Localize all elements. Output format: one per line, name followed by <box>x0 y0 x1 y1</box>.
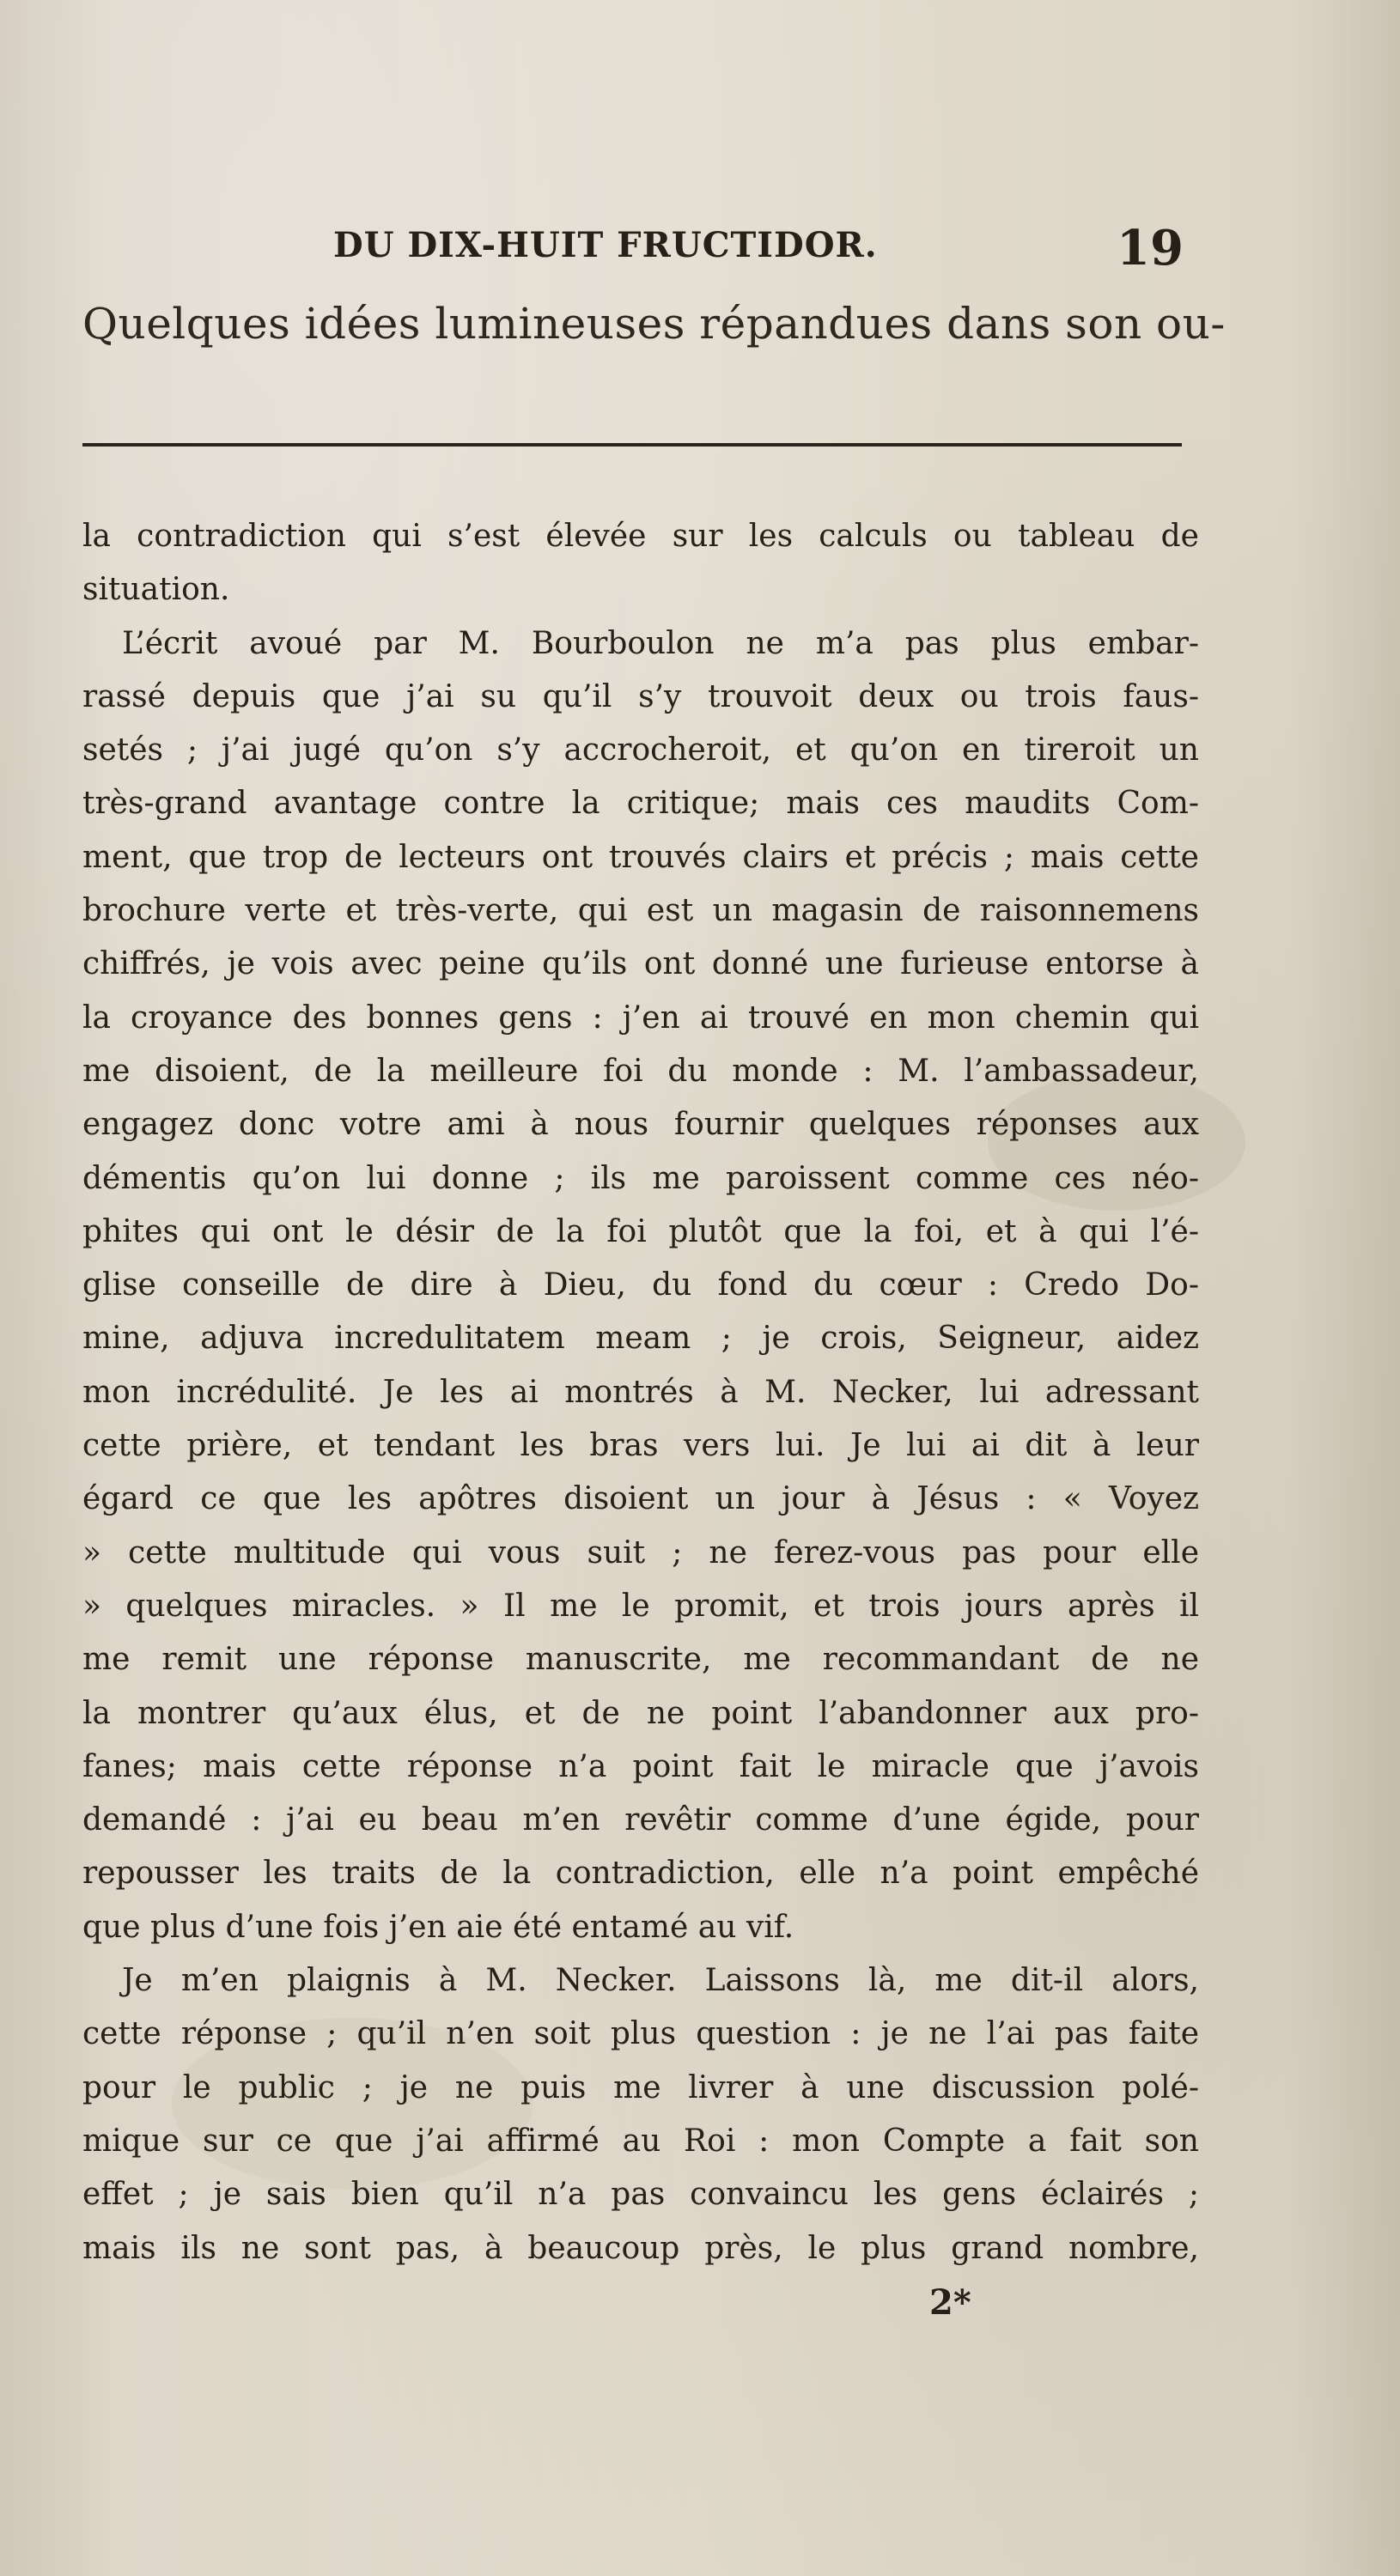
text-line: mique sur ce que j’ai affirmé au Roi : mon Compte a fait son <box>82 2123 1199 2159</box>
text-line: L’écrit avoué par M. Bourboulon ne m’a pas plus embar- <box>122 625 1199 661</box>
text-line: mais ils ne sont pas, à beaucoup près, le plus grand nombre, <box>82 2230 1199 2266</box>
text-line: engagez donc votre ami à nous fournir quelques réponses aux <box>82 1107 1199 1143</box>
text-line: demandé : j’ai eu beau m’en revêtir comme d’une égide, pour <box>82 1802 1199 1838</box>
text-line: fanes; mais cette réponse n’a point fait le miracle que j’avois <box>82 1748 1199 1784</box>
text-line: la montrer qu’aux élus, et de ne point l’abandonner aux pro- <box>82 1695 1199 1731</box>
text-line: égard ce que les apôtres disoient un jour à Jésus : « Voyez <box>82 1481 1199 1517</box>
page-number: 19 <box>1117 220 1184 276</box>
signature-mark: 2* <box>929 2282 971 2323</box>
text-line: me remit une réponse manuscrite, me recommandant de ne <box>82 1642 1199 1678</box>
carryover-line: Quelques idées lumineuses répandues dans son ou- <box>82 299 1226 349</box>
text-line: démentis qu’on lui donne ; ils me paroissent comme ces néo- <box>82 1160 1199 1196</box>
body-text <box>82 510 1199 2275</box>
text-line: me disoient, de la meilleure foi du monde : M. l’ambassadeur, <box>82 1053 1199 1089</box>
text-line: très-grand avantage contre la critique; mais ces maudits Com- <box>82 786 1199 822</box>
text-line: ment, que trop de lecteurs ont trouvés clairs et précis ; mais cette <box>82 839 1199 875</box>
text-line: effet ; je sais bien qu’il n’a pas convaincu les gens éclairés ; <box>82 2177 1199 2213</box>
text-line: phites qui ont le désir de la foi plutôt que la foi, et à qui l’é- <box>82 1213 1199 1249</box>
text-line: cette réponse ; qu’il n’en soit plus question : je ne l’ai pas faite <box>82 2016 1199 2052</box>
text-line: Je m’en plaignis à M. Necker. Laissons là, me dit-il alors, <box>122 1963 1199 1999</box>
text-line: repousser les traits de la contradiction, elle n’a point empêché <box>82 1856 1199 1892</box>
text-line: » cette multitude qui vous suit ; ne ferez-vous pas pour elle <box>82 1534 1199 1571</box>
running-head <box>0 220 1400 285</box>
text-line: mine, adjuva incredulitatem meam ; je crois, Seigneur, aidez <box>82 1321 1199 1357</box>
text-line: brochure verte et très-verte, qui est un magasin de raisonnemens <box>82 893 1199 929</box>
running-title: DU DIX-HUIT FRUCTIDOR. <box>333 225 878 265</box>
text-line: rassé depuis que j’ai su qu’il s’y trouvoit deux ou trois faus- <box>82 678 1199 714</box>
text-line: cette prière, et tendant les bras vers lui. Je lui ai dit à leur <box>82 1428 1199 1464</box>
text-line: glise conseille de dire à Dieu, du fond du cœur : Credo Do- <box>82 1267 1199 1303</box>
text-line: pour le public ; je ne puis me livrer à une discussion polé- <box>82 2069 1199 2105</box>
text-line: que plus d’une fois j’en aie été entamé au vif. <box>82 1909 794 1945</box>
horizontal-rule <box>82 443 1182 447</box>
text-line: chiffrés, je vois avec peine qu’ils ont donné une furieuse entorse à <box>82 946 1199 982</box>
text-line: situation. <box>82 572 230 608</box>
text-line: la contradiction qui s’est élevée sur les calculs ou tableau de <box>82 519 1199 554</box>
text-line: setés ; j’ai jugé qu’on s’y accrocheroit, et qu’on en tireroit un <box>82 732 1199 769</box>
text-line: la croyance des bonnes gens : j’en ai trouvé en mon chemin qui <box>82 999 1199 1036</box>
text-line: » quelques miracles. » Il me le promit, et trois jours après il <box>82 1588 1199 1624</box>
text-line: mon incrédulité. Je les ai montrés à M. Necker, lui adressant <box>82 1374 1199 1410</box>
